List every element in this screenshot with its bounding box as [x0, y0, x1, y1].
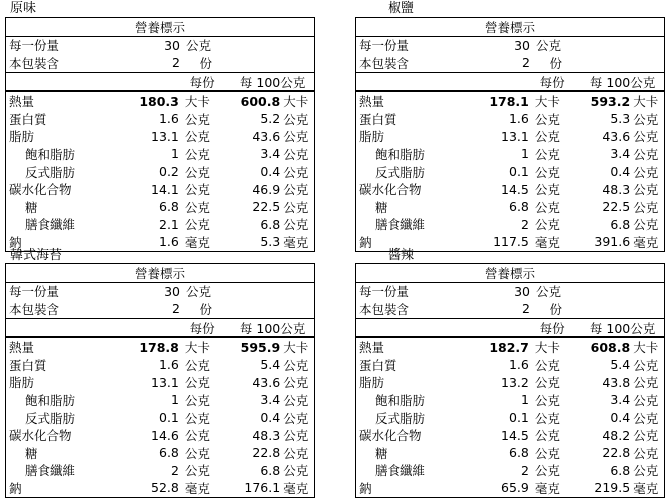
- nutrient-per-100: 48.2: [602, 427, 631, 443]
- nutrient-per-100: 3.4: [260, 392, 281, 408]
- nutrient-per-serving: 1.6: [158, 357, 179, 373]
- serving-size-value: 30: [164, 37, 180, 53]
- nutrient-per-100: 5.3: [260, 234, 281, 250]
- servings-unit: 份: [549, 301, 562, 317]
- nutrient-name: 反式脂肪: [375, 164, 426, 180]
- nutrient-name: 脂肪: [9, 375, 35, 391]
- nutrient-name: 碳水化合物: [359, 428, 422, 444]
- nutrient-row: [6, 426, 314, 444]
- servings-value: 2: [522, 55, 530, 71]
- nutrient-unit-100: 公克: [633, 129, 659, 145]
- nutrient-per-serving: 13.1: [151, 128, 179, 144]
- servings-label: 本包裝含: [9, 55, 60, 71]
- nutrient-row: [6, 462, 314, 480]
- serving-size-label: 每一份量: [9, 38, 60, 54]
- nutrient-per-serving: 14.5: [501, 181, 529, 197]
- servings-row: [6, 54, 314, 73]
- nutrient-per-100: 22.5: [252, 199, 281, 215]
- nutrient-per-100: 176.1: [244, 480, 281, 496]
- nutrient-unit: 公克: [534, 111, 560, 127]
- column-header-row: [356, 319, 664, 339]
- nutrition-panel: [5, 263, 315, 498]
- nutrient-row: [6, 198, 314, 216]
- nutrition-title-row: [6, 264, 314, 283]
- nutrient-unit-100: 公克: [633, 410, 659, 426]
- nutrient-per-serving: 182.7: [489, 339, 529, 355]
- nutrient-per-serving: 0.1: [159, 410, 179, 426]
- per-100-unit-header: 公克: [630, 74, 656, 90]
- column-header-row: [6, 319, 314, 339]
- nutrient-name: 糖: [375, 199, 388, 215]
- nutrient-unit: 公克: [184, 164, 210, 180]
- nutrient-unit-100: 公克: [283, 428, 309, 444]
- per-100-unit-header: 公克: [280, 74, 306, 90]
- nutrient-unit-100: 公克: [283, 392, 309, 408]
- nutrient-per-100: 608.8: [590, 339, 631, 355]
- serving-size-row: [356, 283, 664, 301]
- nutrient-unit: 公克: [534, 375, 560, 391]
- per-serving-header: 每份: [189, 74, 215, 90]
- nutrient-unit-100: 毫克: [633, 480, 659, 496]
- nutrient-row: [356, 479, 664, 497]
- nutrient-unit-100: 公克: [283, 375, 309, 391]
- nutrient-per-serving: 2: [520, 216, 529, 232]
- nutrient-unit: 公克: [534, 428, 560, 444]
- nutrient-unit: 公克: [534, 357, 560, 373]
- nutrient-per-serving: 1.6: [508, 357, 529, 373]
- servings-row: [356, 54, 664, 73]
- nutrient-unit-100: 公克: [283, 111, 309, 127]
- nutrient-name: 飽和脂肪: [25, 146, 76, 162]
- nutrient-unit-100: 公克: [283, 146, 309, 162]
- nutrient-per-100: 43.6: [252, 128, 281, 144]
- nutrient-unit-100: 公克: [283, 129, 309, 145]
- nutrient-name: 膳食纖維: [375, 463, 426, 479]
- nutrient-unit-100: 大卡: [633, 94, 659, 110]
- nutrient-row: [6, 374, 314, 392]
- nutrient-per-serving: 117.5: [493, 234, 529, 250]
- nutrition-title-row: [356, 264, 664, 283]
- serving-size-row: [6, 283, 314, 301]
- nutrient-per-100: 43.8: [602, 374, 631, 390]
- nutrient-name: 鈉: [359, 480, 372, 496]
- nutrient-row: [6, 145, 314, 163]
- nutrient-per-serving: 13.1: [501, 128, 529, 144]
- per-100-header: 每 100: [239, 320, 281, 336]
- column-header-row: [6, 73, 314, 93]
- nutrient-per-serving: 1: [170, 146, 179, 162]
- nutrient-unit-100: 公克: [283, 463, 309, 479]
- nutrient-row: [6, 479, 314, 497]
- nutrient-name: 反式脂肪: [25, 164, 76, 180]
- nutrition-title: 營養標示: [134, 19, 185, 35]
- nutrient-unit-100: 公克: [633, 428, 659, 444]
- nutrient-unit: 大卡: [184, 94, 210, 110]
- nutrient-per-100: 48.3: [252, 427, 281, 443]
- nutrient-unit-100: 公克: [633, 182, 659, 198]
- nutrient-unit: 毫克: [534, 480, 560, 496]
- nutrient-name: 糖: [375, 445, 388, 461]
- nutrient-unit-100: 大卡: [283, 94, 309, 110]
- serving-size-unit: 公克: [186, 284, 212, 300]
- nutrient-unit: 毫克: [184, 480, 210, 496]
- nutrient-unit-100: 公克: [633, 146, 659, 162]
- nutrient-unit-100: 公克: [283, 199, 309, 215]
- nutrient-per-serving: 6.8: [509, 445, 529, 461]
- nutrient-name: 碳水化合物: [359, 182, 422, 198]
- nutrient-per-100: 3.4: [610, 392, 631, 408]
- per-serving-header: 每份: [539, 320, 565, 336]
- servings-label: 本包裝含: [359, 301, 410, 317]
- nutrient-unit-100: 公克: [283, 217, 309, 233]
- nutrient-row: [6, 180, 314, 198]
- nutrient-unit: 公克: [184, 182, 210, 198]
- per-100-unit-header: 公克: [630, 320, 656, 336]
- nutrient-row: [6, 92, 314, 110]
- nutrient-per-100: 6.8: [260, 462, 281, 478]
- nutrient-name: 鈉: [9, 480, 22, 496]
- nutrient-row: [6, 128, 314, 146]
- nutrient-per-serving: 1.6: [158, 111, 179, 127]
- nutrient-unit: 公克: [184, 463, 210, 479]
- nutrient-name: 反式脂肪: [375, 410, 426, 426]
- nutrient-name: 脂肪: [9, 129, 35, 145]
- serving-size-row: [6, 37, 314, 55]
- nutrient-unit: 公克: [184, 357, 210, 373]
- nutrient-name: 膳食纖維: [25, 217, 76, 233]
- nutrient-name: 碳水化合物: [9, 428, 72, 444]
- nutrient-per-100: 219.5: [594, 480, 631, 496]
- flavor-title: 原味: [10, 1, 37, 16]
- nutrient-per-100: 6.8: [610, 462, 631, 478]
- nutrient-unit: 大卡: [184, 340, 210, 356]
- nutrient-name: 熱量: [9, 94, 35, 110]
- nutrition-panel: [355, 17, 665, 252]
- nutrient-per-100: 0.4: [610, 164, 631, 180]
- nutrient-unit-100: 公克: [633, 445, 659, 461]
- nutrient-unit: 公克: [184, 392, 210, 408]
- nutrient-row: [6, 110, 314, 128]
- nutrient-unit-100: 公克: [283, 182, 309, 198]
- nutrient-unit: 公克: [184, 445, 210, 461]
- nutrient-per-100: 5.2: [260, 111, 281, 127]
- nutrient-unit-100: 公克: [283, 164, 309, 180]
- nutrient-unit: 毫克: [534, 234, 560, 250]
- servings-label: 本包裝含: [359, 55, 410, 71]
- nutrient-name: 碳水化合物: [9, 182, 72, 198]
- nutrient-per-100: 595.9: [240, 339, 281, 355]
- nutrient-per-100: 6.8: [610, 216, 631, 232]
- nutrient-per-serving: 180.3: [139, 93, 179, 109]
- nutrient-per-serving: 1: [520, 146, 529, 162]
- serving-size-row: [356, 37, 664, 55]
- nutrient-unit: 公克: [534, 217, 560, 233]
- nutrient-per-100: 0.4: [260, 164, 281, 180]
- flavor-title: 韓式海苔: [10, 248, 63, 263]
- nutrient-per-100: 22.5: [602, 199, 631, 215]
- nutrient-per-100: 22.8: [602, 445, 631, 461]
- serving-size-label: 每一份量: [359, 38, 410, 54]
- nutrient-per-serving: 14.1: [151, 181, 179, 197]
- per-serving-header: 每份: [539, 74, 565, 90]
- nutrient-name: 脂肪: [359, 129, 385, 145]
- nutrient-name: 糖: [25, 445, 38, 461]
- nutrient-per-serving: 2: [520, 462, 529, 478]
- nutrition-panel: [5, 17, 315, 252]
- nutrient-per-100: 3.4: [260, 146, 281, 162]
- nutrient-per-serving: 13.2: [501, 374, 529, 390]
- flavor-title: 醬辣: [388, 248, 415, 263]
- nutrient-unit: 公克: [534, 199, 560, 215]
- nutrient-per-100: 48.3: [602, 181, 631, 197]
- serving-size-unit: 公克: [536, 38, 562, 54]
- column-header-row: [356, 73, 664, 93]
- nutrient-per-serving: 1: [170, 392, 179, 408]
- servings-unit: 份: [549, 55, 562, 71]
- nutrient-row: [356, 92, 664, 110]
- nutrient-name: 膳食纖維: [375, 217, 426, 233]
- nutrient-per-100: 6.8: [260, 216, 281, 232]
- servings-unit: 份: [199, 301, 212, 317]
- nutrient-per-serving: 6.8: [159, 445, 179, 461]
- nutrient-unit-100: 公克: [283, 357, 309, 373]
- nutrient-name: 飽和脂肪: [375, 146, 426, 162]
- nutrient-unit-100: 公克: [633, 111, 659, 127]
- nutrient-row: [356, 409, 664, 427]
- serving-size-unit: 公克: [536, 284, 562, 300]
- nutrient-row: [356, 216, 664, 234]
- servings-value: 2: [172, 55, 180, 71]
- nutrient-unit-100: 毫克: [283, 480, 309, 496]
- nutrient-unit: 公克: [534, 445, 560, 461]
- nutrient-row: [356, 356, 664, 374]
- nutrient-per-serving: 1.6: [508, 111, 529, 127]
- nutrient-per-serving: 0.1: [509, 164, 529, 180]
- nutrient-row: [356, 180, 664, 198]
- nutrient-per-100: 3.4: [610, 146, 631, 162]
- nutrient-per-100: 0.4: [610, 410, 631, 426]
- nutrient-per-100: 391.6: [594, 234, 631, 250]
- serving-size-label: 每一份量: [9, 284, 60, 300]
- nutrient-per-100: 0.4: [260, 410, 281, 426]
- nutrient-per-serving: 6.8: [509, 199, 529, 215]
- nutrient-unit-100: 毫克: [283, 234, 309, 250]
- nutrient-name: 蛋白質: [9, 357, 47, 373]
- nutrient-row: [6, 338, 314, 356]
- nutrient-per-serving: 2.1: [159, 216, 179, 232]
- nutrient-name: 熱量: [9, 340, 35, 356]
- per-100-header: 每 100: [589, 74, 631, 90]
- nutrient-name: 膳食纖維: [25, 463, 76, 479]
- nutrient-name: 熱量: [359, 94, 385, 110]
- nutrient-name: 鈉: [359, 234, 372, 250]
- nutrient-row: [356, 198, 664, 216]
- nutrient-per-100: 5.4: [610, 357, 631, 373]
- nutrient-unit: 公克: [184, 375, 210, 391]
- nutrient-row: [356, 391, 664, 409]
- nutrition-panel: [355, 263, 665, 498]
- servings-row: [356, 300, 664, 319]
- nutrient-per-serving: 65.9: [501, 480, 529, 496]
- nutrient-unit-100: 公克: [633, 463, 659, 479]
- nutrient-unit: 公克: [184, 428, 210, 444]
- nutrient-per-100: 593.2: [590, 93, 631, 109]
- nutrient-row: [6, 391, 314, 409]
- nutrient-per-100: 5.4: [260, 357, 281, 373]
- nutrient-name: 蛋白質: [359, 111, 397, 127]
- nutrient-unit-100: 公克: [633, 217, 659, 233]
- nutrition-title-row: [6, 18, 314, 37]
- nutrient-name: 飽和脂肪: [375, 392, 426, 408]
- nutrient-name: 反式脂肪: [25, 410, 76, 426]
- per-100-header: 每 100: [589, 320, 631, 336]
- per-serving-header: 每份: [189, 320, 215, 336]
- nutrient-per-100: 43.6: [252, 374, 281, 390]
- serving-size-value: 30: [164, 283, 180, 299]
- nutrient-per-serving: 13.1: [151, 374, 179, 390]
- nutrient-name: 糖: [25, 199, 38, 215]
- nutrient-unit: 公克: [534, 182, 560, 198]
- nutrient-unit-100: 公克: [283, 445, 309, 461]
- nutrition-title: 營養標示: [484, 265, 535, 281]
- nutrient-unit: 公克: [184, 146, 210, 162]
- nutrient-per-100: 43.6: [602, 128, 631, 144]
- nutrient-row: [6, 216, 314, 234]
- serving-size-label: 每一份量: [359, 284, 410, 300]
- nutrient-row: [356, 426, 664, 444]
- nutrient-per-100: 46.9: [252, 181, 281, 197]
- nutrient-unit: 公克: [534, 392, 560, 408]
- nutrient-unit-100: 公克: [633, 357, 659, 373]
- nutrient-unit: 公克: [184, 199, 210, 215]
- nutrition-title: 營養標示: [134, 265, 185, 281]
- nutrient-unit: 公克: [184, 111, 210, 127]
- nutrient-unit: 公克: [184, 410, 210, 426]
- nutrient-per-serving: 1.6: [158, 234, 179, 250]
- servings-row: [6, 300, 314, 319]
- nutrient-row: [6, 356, 314, 374]
- servings-value: 2: [522, 301, 530, 317]
- nutrient-per-serving: 52.8: [151, 480, 179, 496]
- nutrient-unit-100: 毫克: [633, 234, 659, 250]
- nutrient-unit-100: 公克: [283, 410, 309, 426]
- nutrient-unit-100: 公克: [633, 392, 659, 408]
- servings-value: 2: [172, 301, 180, 317]
- nutrient-row: [356, 128, 664, 146]
- nutrient-unit: 公克: [184, 129, 210, 145]
- nutrient-unit-100: 大卡: [633, 340, 659, 356]
- nutrition-title: 營養標示: [484, 19, 535, 35]
- serving-size-unit: 公克: [186, 38, 212, 54]
- nutrient-row: [356, 374, 664, 392]
- nutrient-row: [356, 145, 664, 163]
- nutrient-name: 鈉: [9, 234, 22, 250]
- nutrient-per-serving: 0.1: [509, 410, 529, 426]
- nutrient-per-serving: 14.5: [501, 427, 529, 443]
- nutrient-name: 熱量: [359, 340, 385, 356]
- nutrient-row: [6, 409, 314, 427]
- nutrient-unit: 公克: [534, 164, 560, 180]
- nutrition-title-row: [356, 18, 664, 37]
- nutrient-unit: 公克: [534, 463, 560, 479]
- serving-size-value: 30: [514, 37, 530, 53]
- nutrient-unit-100: 大卡: [283, 340, 309, 356]
- servings-unit: 份: [199, 55, 212, 71]
- servings-label: 本包裝含: [9, 301, 60, 317]
- nutrient-per-serving: 178.8: [139, 339, 179, 355]
- nutrient-per-serving: 2: [170, 462, 179, 478]
- nutrient-unit: 公克: [184, 217, 210, 233]
- nutrient-row: [6, 444, 314, 462]
- nutrient-row: [356, 163, 664, 181]
- nutrient-unit-100: 公克: [633, 199, 659, 215]
- nutrient-per-serving: 0.2: [159, 164, 179, 180]
- nutrient-per-100: 600.8: [240, 93, 281, 109]
- nutrient-unit: 大卡: [534, 94, 560, 110]
- flavor-title: 椒鹽: [388, 1, 415, 16]
- nutrient-name: 飽和脂肪: [25, 392, 76, 408]
- nutrient-unit-100: 公克: [633, 375, 659, 391]
- nutrient-row: [356, 338, 664, 356]
- nutrient-per-serving: 14.6: [151, 427, 179, 443]
- per-100-unit-header: 公克: [280, 320, 306, 336]
- nutrient-row: [356, 110, 664, 128]
- nutrient-unit: 毫克: [184, 234, 210, 250]
- nutrient-unit: 公克: [534, 410, 560, 426]
- nutrient-unit: 公克: [534, 129, 560, 145]
- nutrient-unit-100: 公克: [633, 164, 659, 180]
- nutrient-unit: 大卡: [534, 340, 560, 356]
- per-100-header: 每 100: [239, 74, 281, 90]
- nutrient-row: [356, 462, 664, 480]
- nutrient-row: [6, 163, 314, 181]
- nutrient-name: 脂肪: [359, 375, 385, 391]
- nutrient-per-100: 5.3: [610, 111, 631, 127]
- serving-size-value: 30: [514, 283, 530, 299]
- nutrient-per-serving: 178.1: [489, 93, 529, 109]
- nutrient-row: [356, 444, 664, 462]
- nutrient-unit: 公克: [534, 146, 560, 162]
- nutrient-name: 蛋白質: [9, 111, 47, 127]
- nutrient-per-100: 22.8: [252, 445, 281, 461]
- nutrient-per-serving: 1: [520, 392, 529, 408]
- nutrient-per-serving: 6.8: [159, 199, 179, 215]
- nutrient-name: 蛋白質: [359, 357, 397, 373]
